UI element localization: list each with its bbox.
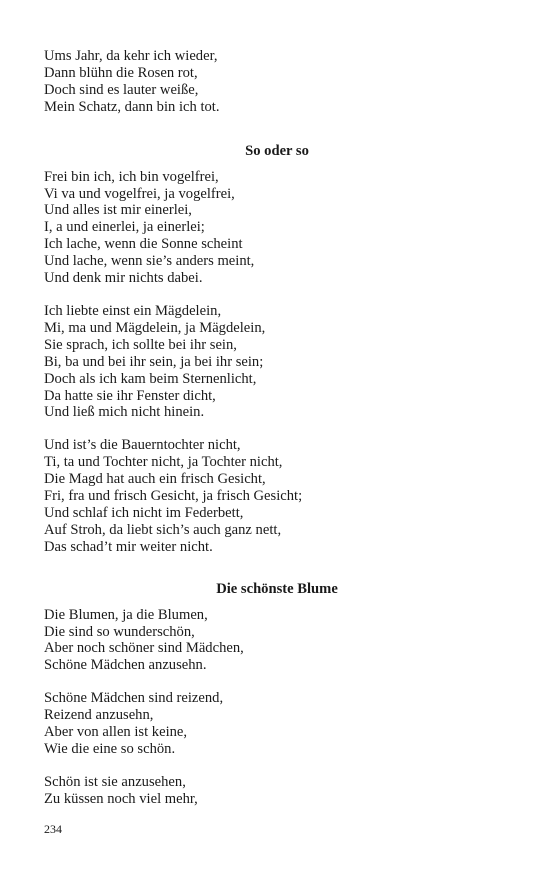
verse-line: Dann blühn die Rosen rot,	[44, 64, 198, 81]
verse-line: Vi va und vogelfrei, ja vogelfrei,	[44, 185, 235, 202]
verse-line: Doch als ich kam beim Sternenlicht,	[44, 370, 257, 387]
verse-line: Aber noch schöner sind Mädchen,	[44, 640, 244, 657]
verse-line: Bi, ba und bei ihr sein, ja bei ihr sein;	[44, 353, 264, 370]
verse-line: Mein Schatz, dann bin ich tot.	[44, 98, 220, 115]
verse-line: Und lache, wenn sie’s anders meint,	[44, 253, 255, 270]
verse-line: Auf Stroh, da liebt sich’s auch ganz nett,	[44, 521, 282, 538]
stanza	[44, 48, 510, 116]
verse-line: Und ist’s die Bauerntochter nicht,	[44, 437, 241, 454]
verse-line: Da hatte sie ihr Fenster dicht,	[44, 387, 216, 404]
verse-line: Schöne Mädchen sind reizend,	[44, 690, 224, 707]
verse-line: Mi, ma und Mägdelein, ja Mägdelein,	[44, 319, 266, 336]
verse-line: Die Blumen, ja die Blumen,	[44, 606, 208, 623]
verse-line: Doch sind es lauter weiße,	[44, 81, 199, 98]
verse-line: Ich lache, wenn die Sonne scheint	[44, 236, 243, 253]
stanza	[44, 607, 510, 675]
stanza	[44, 303, 510, 421]
verse-line: Wie die eine so schön.	[44, 741, 176, 757]
verse-line: Ti, ta und Tochter nicht, ja Tochter nicht,	[44, 454, 283, 471]
verse-line: Schön ist sie anzusehen,	[44, 773, 186, 790]
stanza	[44, 690, 510, 758]
verse-line: Ums Jahr, da kehr ich wieder,	[44, 48, 218, 64]
verse-line: Die Magd hat auch ein frisch Gesicht,	[44, 471, 266, 488]
verse-line: I, a und einerlei, ja einerlei;	[44, 219, 205, 236]
verse-line: Fri, fra und frisch Gesicht, ja frisch Gesicht;	[44, 488, 303, 505]
verse-line: Und ließ mich nicht hinein.	[44, 404, 205, 421]
verse-line: Aber von allen ist keine,	[44, 724, 188, 741]
verse-line: Und schlaf ich nicht im Federbett,	[44, 504, 244, 521]
poem-title: Die schönste Blume	[216, 580, 338, 597]
poem-page	[44, 48, 510, 808]
verse-line: Ich liebte einst ein Mägdelein,	[44, 302, 222, 319]
verse-line: Und alles ist mir einerlei,	[44, 202, 192, 219]
verse-line: Und denk mir nichts dabei.	[44, 270, 203, 287]
stanza	[44, 774, 510, 808]
stanza	[44, 437, 510, 555]
verse-line: Schöne Mädchen anzusehn.	[44, 657, 207, 674]
stanza	[44, 169, 510, 287]
verse-line: Sie sprach, ich sollte bei ihr sein,	[44, 336, 237, 353]
verse-line: Die sind so wunderschön,	[44, 623, 195, 640]
poem-title: So oder so	[245, 142, 309, 159]
verse-line: Das schad’t mir weiter nicht.	[44, 538, 213, 555]
verse-line: Frei bin ich, ich bin vogelfrei,	[44, 168, 219, 185]
verse-line: Reizend anzusehn,	[44, 707, 154, 724]
page-number: 234	[44, 822, 62, 836]
verse-line: Zu küssen noch viel mehr,	[44, 790, 198, 807]
